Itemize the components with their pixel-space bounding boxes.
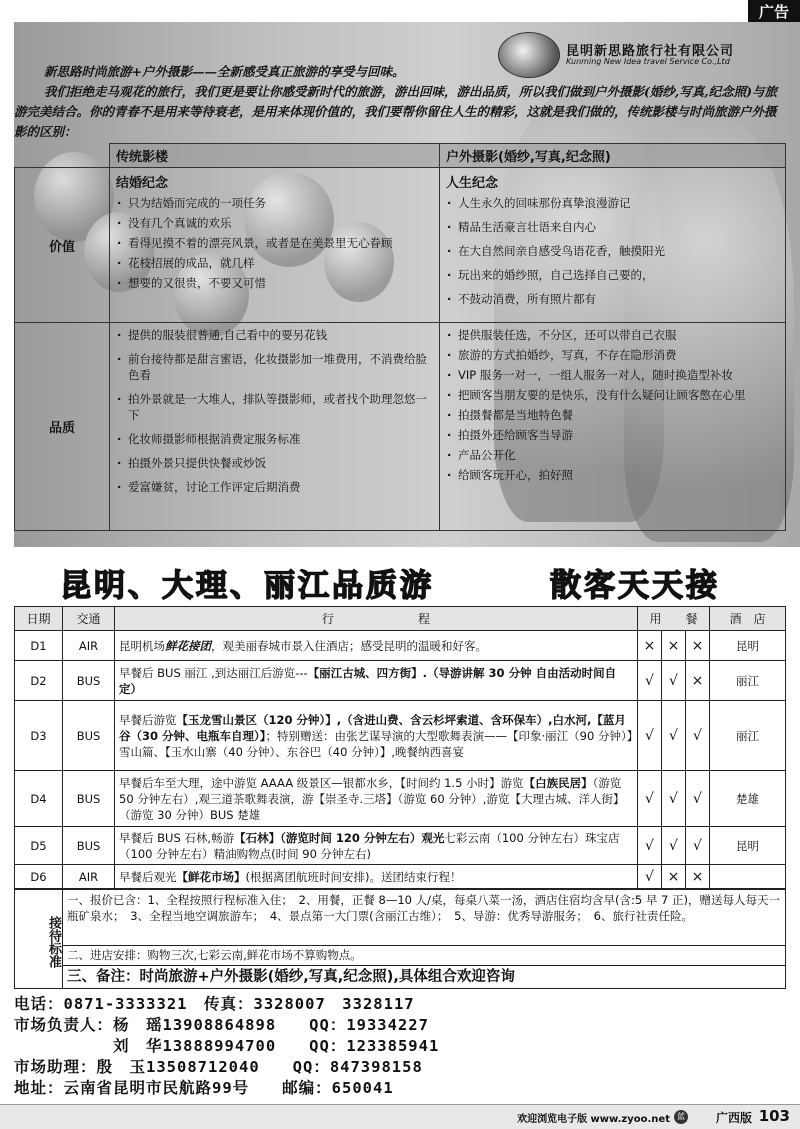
company-name-en: Kunming New Idea travel Service Co.,Ltd (566, 57, 730, 66)
table-row (15, 631, 786, 661)
list-item: · 拍摄外景只提供快餐或炒饭 (116, 455, 433, 471)
hotel-cell: 楚雄 (710, 771, 786, 827)
meal-dinner: × (686, 631, 710, 661)
meal-lunch: × (662, 865, 686, 889)
transport-cell: BUS (63, 701, 115, 771)
list-item: · 花枝招展的成品，就几样 (116, 255, 433, 271)
list-item: · 提供的服装很普通,自己看中的要另花钱 (116, 327, 433, 343)
list-item: · 没有几个真诚的欢乐 (116, 215, 433, 231)
route-cell (115, 865, 638, 889)
list-item: · 旅游的方式拍婚纱，写真，不存在隐形消费 (446, 347, 779, 363)
list-item: · 产品公开化 (446, 447, 779, 463)
route-cell (115, 771, 638, 827)
footer-edition: 广西版 (715, 1111, 752, 1125)
meal-lunch: √ (662, 827, 686, 865)
comparison-table (14, 143, 786, 531)
col-header-traditional: 传统影楼 (110, 144, 440, 168)
header-route: 行 程 (115, 607, 638, 631)
col-header-outdoor: 户外摄影(婚纱,写真,纪念照) (440, 144, 786, 168)
header-hotel: 酒 店 (710, 607, 786, 631)
tour-title: 昆明、大理、丽江品质游 (60, 568, 434, 604)
transport-cell: BUS (63, 827, 115, 865)
header-day: 日期 (15, 607, 63, 631)
footer-url: 欢迎浏览电子版 www.zyoo.net (517, 1114, 670, 1125)
meal-breakfast: √ (638, 865, 662, 889)
meal-lunch: √ (662, 701, 686, 771)
meal-breakfast: √ (638, 661, 662, 701)
subhead-life: 人生纪念 (446, 176, 499, 191)
table-row (15, 701, 786, 771)
ad-label: 广告 (748, 0, 800, 24)
list-item: · 提供服装任选，不分区，还可以带自己衣服 (446, 327, 779, 343)
remark: 三、备注：时尚旅游+户外摄影(婚纱,写真,纪念照),具体组合欢迎咨询 (67, 969, 515, 985)
transport-cell: BUS (63, 661, 115, 701)
intro-line-2: 我们拒绝走马观花的旅行，我们更是要让你感受新时代的旅游，游出回味，游出品质，所以我们做到户外摄影(婚纱,写真,纪念照)与旅游完美结合。你的青春不是用来等待衰老，是用来体现价值的，我们要帮你留住人生的精彩，这就是我们做的，传统影楼与时尚旅游户外摄影的区别： (14, 84, 778, 139)
list-item: · 拍摄餐都是当地特色餐 (446, 407, 779, 423)
route-highlight: 【丽江古城、四方街】.（导游讲解 30 分钟 自由活动时间自定） (119, 665, 617, 696)
value-traditional-cell (110, 168, 440, 323)
edition-badge-icon: 蓝 (674, 1110, 688, 1124)
route-text: ，观美丽春城市景入住酒店；感受昆明的温暖和好客。 (211, 638, 487, 653)
day-cell: D2 (15, 661, 63, 701)
list-item: · 玩出来的婚纱照，自己选择自己要的， (446, 267, 779, 283)
meal-dinner: √ (686, 701, 710, 771)
intro-line-1: 新思路时尚旅游+户外摄影——全新感受真正旅游的享受与回味。 (44, 64, 405, 79)
row-label-quality: 品质 (15, 323, 110, 531)
route-highlight: 【石林】（游览时间 120 分钟左右）观光 (234, 830, 445, 845)
route-text: ；特别赠送：由张艺谋导演的大型歌舞表演——【印象·丽江（90 分钟）】雪山篇、【玉水山寨（40 分钟）、东谷巴（40 分钟）】,晚餐纳西喜宴 (119, 728, 633, 759)
list-item: · 看得见摸不着的漂亮风景，或者是在美景里无心眷顾 (116, 235, 433, 251)
list-item: · 精品生活豪言壮语来自内心 (446, 219, 779, 235)
quality-outdoor-cell (440, 323, 786, 531)
included-items: 一、报价已含：1、全程按照行程标准入住； 2、用餐，正餐 8—10 人/桌，每桌八菜一汤，酒店住宿均含早(含:5 早 7 正)，赠送每人每天一瓶矿泉水； 3、全程当地空调旅游车； 4、景点第一大门票(含丽江古维）； 5、导游：优秀导游服务； 6、旅行社责任险。 (63, 890, 785, 946)
route-text: 早餐后车至大理，途中游览 AAAA 级景区—银都水乡，【时间约 1.5 小时】游览 (119, 775, 524, 790)
phone-line: 电话：0871-3333321 传真：3328007 3328117 (14, 995, 415, 1013)
hotel-cell (710, 865, 786, 889)
list-item: · VIP 服务一对一，一组人服务一对人，随时换造型补妆 (446, 367, 779, 383)
list-item: · 在大自然间亲自感受鸟语花香，触摸阳光 (446, 243, 779, 259)
manager-line-2: 刘 华13888994700 QQ：123385941 (14, 1037, 440, 1055)
route-text: （游览 50 分钟左右）,观三道茶歌舞表演，游【崇圣寺.三塔】（游览 60 分钟）,游览【大理古城、洋人街】（游览 30 分钟）BUS 楚雄 (119, 775, 625, 822)
hotel-cell: 丽江 (710, 701, 786, 771)
row-label-value: 价值 (15, 168, 110, 323)
transport-cell: BUS (63, 771, 115, 827)
company-name: 昆明新思路旅行社有限公司 (566, 44, 735, 59)
day-cell: D5 (15, 827, 63, 865)
day-cell: D4 (15, 771, 63, 827)
meal-lunch: √ (662, 661, 686, 701)
meal-dinner: × (686, 865, 710, 889)
day-cell: D3 (15, 701, 63, 771)
table-row (15, 771, 786, 827)
itinerary-table (14, 606, 786, 889)
transport-cell: AIR (63, 631, 115, 661)
list-item: · 把顾客当朋友要的是快乐，没有什么疑问让顾客憋在心里 (446, 387, 779, 403)
meal-dinner: √ (686, 827, 710, 865)
tour-subtitle: 散客天天接 (550, 568, 720, 604)
list-item: · 拍外景就是一大堆人，排队等摄影师，或者找个助理忽悠一下 (116, 391, 433, 423)
reception-standards (14, 889, 786, 989)
contact-info (14, 994, 786, 1099)
page-footer (0, 1104, 800, 1129)
manager-line-1: 市场负责人：杨 瑶13908864898 QQ：19334227 (14, 1016, 429, 1034)
page-number: 103 (758, 1107, 790, 1125)
table-row (15, 865, 786, 889)
route-highlight: 【鲜花市场】 (176, 869, 246, 884)
quality-traditional-cell (110, 323, 440, 531)
standards-label: 接待标准 (15, 890, 63, 988)
day-cell: D1 (15, 631, 63, 661)
value-outdoor-cell (440, 168, 786, 323)
table-row (15, 661, 786, 701)
meal-lunch: √ (662, 771, 686, 827)
list-item: · 人生永久的回味那份真挚浪漫游记 (446, 195, 779, 211)
list-item: · 只为结婚而完成的一项任务 (116, 195, 433, 211)
assistant-line: 市场助理：殷 玉13508712040 QQ：847398158 (14, 1058, 423, 1076)
list-item: · 不鼓动消费，所有照片都有 (446, 291, 779, 307)
meal-breakfast: √ (638, 827, 662, 865)
intro-text (14, 62, 786, 142)
route-text: 昆明机场 (119, 638, 165, 653)
route-text: 早餐后 BUS 丽江 ,到达丽江后游览--- (119, 665, 308, 680)
list-item: · 给顾客玩开心，拍好照 (446, 467, 779, 483)
route-cell (115, 827, 638, 865)
transport-cell: AIR (63, 865, 115, 889)
standards-body (63, 890, 785, 988)
list-item: · 化妆师摄影师根据消费定服务标准 (116, 431, 433, 447)
list-item: · 爱富嫌贫，讨论工作评定后期消费 (116, 479, 433, 495)
day-cell: D6 (15, 865, 63, 889)
meal-breakfast: √ (638, 701, 662, 771)
route-text: 早餐后游览 (119, 712, 177, 727)
route-cell (115, 631, 638, 661)
route-cell (115, 701, 638, 771)
list-item: · 前台接待都是甜言蜜语，化妆摄影加一堆费用，不消费给脸色看 (116, 351, 433, 383)
subhead-wedding: 结婚纪念 (116, 176, 169, 191)
list-item: · 想要的又很贵，不要又可惜 (116, 275, 433, 291)
meal-dinner: × (686, 661, 710, 701)
route-text: 早餐后观光 (119, 869, 177, 884)
route-text: (根据离团航班时间安排)。送团结束行程！ (245, 869, 462, 884)
route-highlight: 【玉龙雪山景区（120 分钟）】,（含进山费、含云杉坪索道、含环保车）,白水河,【蓝月谷（30 分钟、电瓶车自理）】 (119, 712, 626, 743)
route-highlight: 鲜花接团 (165, 638, 211, 653)
route-highlight: 【白族民居】 (523, 775, 593, 790)
list-item: · 拍摄外还给顾客当导游 (446, 427, 779, 443)
header-transport: 交通 (63, 607, 115, 631)
route-cell (115, 661, 638, 701)
meal-breakfast: √ (638, 771, 662, 827)
meal-lunch: × (662, 631, 686, 661)
hotel-cell: 丽江 (710, 661, 786, 701)
route-text: 早餐后 BUS 石林,畅游 (119, 830, 235, 845)
table-row (15, 827, 786, 865)
header-meals: 用 餐 (638, 607, 710, 631)
route-text: 七彩云南（100 分钟左右）珠宝店（100 分钟左右）精油购物点(时间 90 分钟左右) (119, 830, 620, 861)
hotel-cell: 昆明 (710, 631, 786, 661)
meal-breakfast: × (638, 631, 662, 661)
shopping-arrangement: 二、进店安排：购物三次,七彩云南,鲜花市场不算购物点。 (63, 946, 785, 966)
meal-dinner: √ (686, 771, 710, 827)
address-line: 地址：云南省昆明市民航路99号 邮编：650041 (14, 1079, 394, 1097)
hotel-cell: 昆明 (710, 827, 786, 865)
